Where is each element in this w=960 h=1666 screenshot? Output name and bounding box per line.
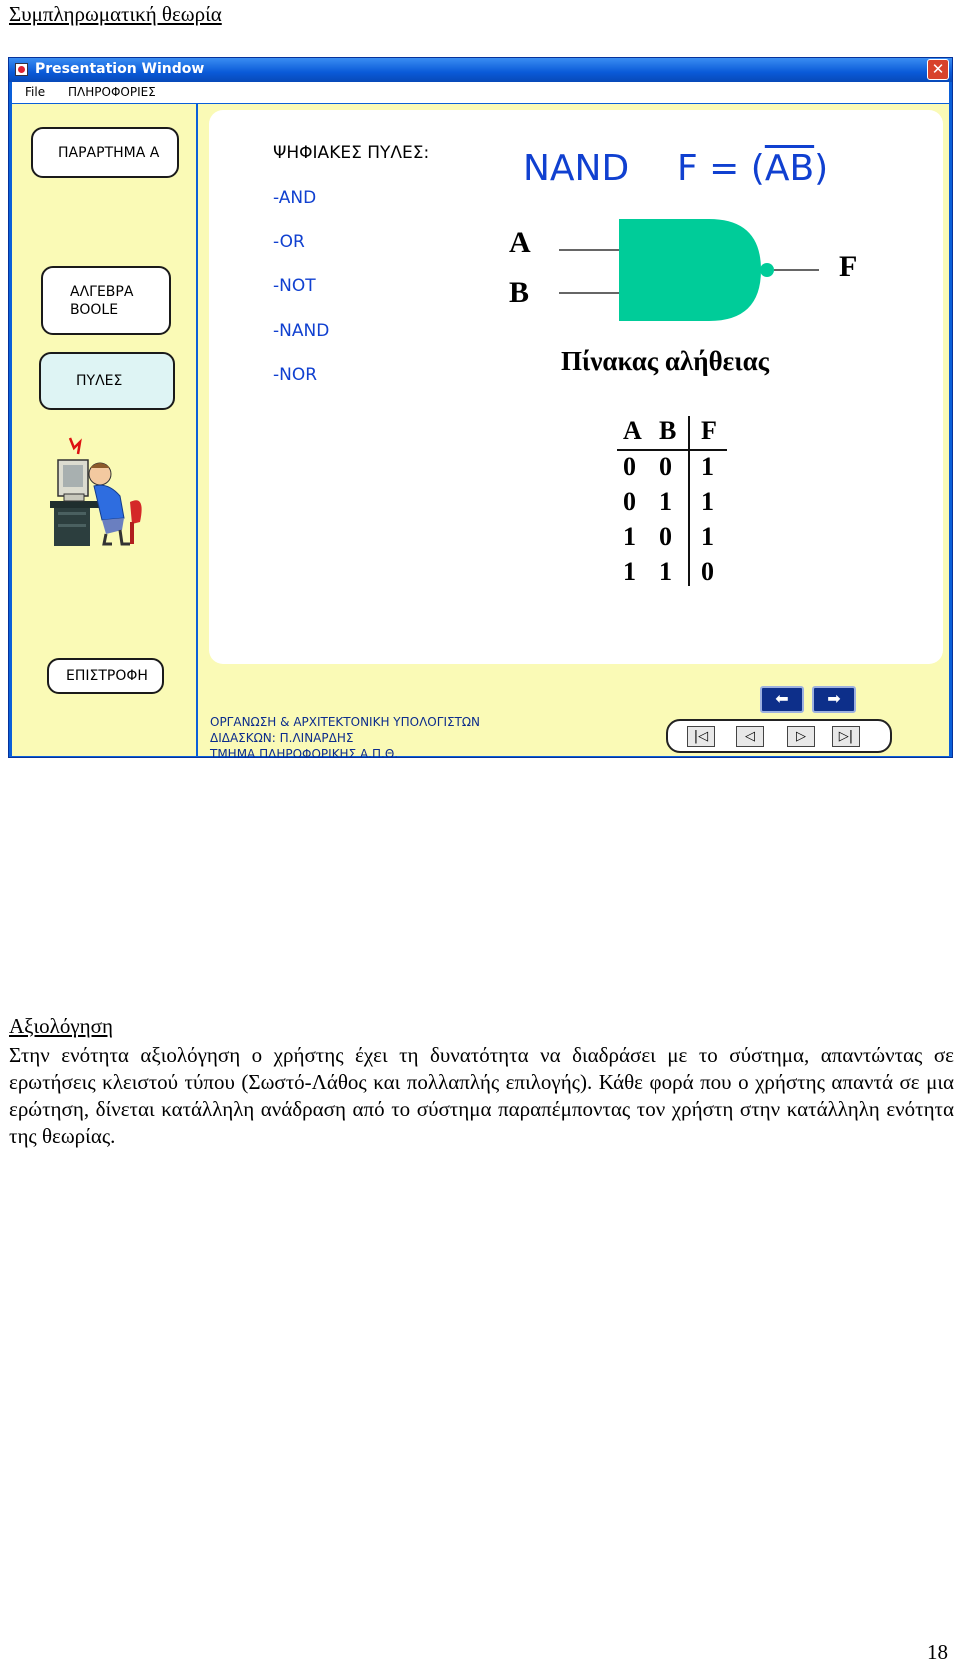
formula-suffix: )	[814, 148, 829, 189]
truth-cell: 1	[701, 522, 714, 551]
truth-cell: 0	[623, 487, 636, 516]
slide-controls	[666, 719, 892, 753]
gate-name: NAND	[523, 148, 630, 189]
slide-content	[209, 110, 943, 664]
section-title: Αξιολόγηση	[9, 1014, 113, 1038]
menu-bar	[12, 82, 949, 103]
gate-item-or[interactable]: -OR	[273, 232, 305, 252]
window-title: Presentation Window	[35, 61, 205, 77]
previous-slide-icon[interactable]: ◁	[736, 726, 764, 747]
window-client-area	[12, 104, 949, 761]
truth-cell: 1	[701, 452, 714, 481]
page-number: 18	[927, 1640, 948, 1664]
menu-file[interactable]: File	[25, 85, 46, 99]
last-slide-icon[interactable]: ▷|	[832, 726, 860, 747]
truth-header-b: B	[659, 416, 677, 445]
truth-cell: 1	[659, 557, 672, 586]
truth-cell: 0	[623, 452, 636, 481]
appendix-a-label: ΠΑΡΑΡΤΗΜΑ Α	[58, 144, 160, 161]
presentation-window	[8, 57, 953, 761]
footer-instructor: ΔΙΔΑΣΚΩΝ: Π.ΛΙΝΑΡΔΗΣ	[210, 731, 354, 745]
return-label: ΕΠΙΣΤΡΟΦΗ	[66, 668, 148, 684]
gate-item-not[interactable]: -NOT	[273, 276, 316, 296]
footer-course: ΟΡΓΑΝΩΣΗ & ΑΡΧΙΤΕΚΤΟΝΙΚΗ ΥΠΟΛΟΓΙΣΤΩΝ	[210, 715, 481, 729]
next-slide-arrow-icon[interactable]: ➡	[812, 686, 856, 713]
gates-button[interactable]	[39, 352, 175, 410]
menu-info[interactable]: ΠΛΗΡΟΦΟΡΙΕΣ	[68, 85, 156, 99]
body-paragraph: Στην ενότητα αξιολόγηση ο χρήστης έχει τη δυνατότητα να διαδράσει με το σύστημα, απαντώντας σε ερωτήσεις κλειστού τύπου (Σωστό-Λάθος και πολλαπλής επιλογής). Κάθε φορά που ο χρήστης απαντά σε μια ερώτηση, δίνεται κατάλληλη ανάδραση από το σύστημα παραπέμποντας τον χρήστη στην κατάλληλη ενότητα της θεωρίας.	[9, 1043, 954, 1148]
first-slide-icon[interactable]: |◁	[687, 726, 715, 747]
page-heading: Συμπληρωματική θεωρία	[9, 2, 222, 26]
gate-item-nand[interactable]: -NAND	[273, 321, 330, 341]
formula-prefix: F = (	[677, 148, 765, 189]
gate-item-nor[interactable]: -NOR	[273, 365, 318, 385]
course-footer	[210, 714, 480, 762]
truth-table-title: Πίνακας αλήθειας	[561, 346, 770, 376]
app-icon	[15, 63, 28, 76]
window-titlebar[interactable]	[9, 58, 952, 82]
formula-overbar: $\overline{AB}$	[764, 148, 815, 189]
truth-cell: 0	[659, 522, 672, 551]
output-f-label: F	[839, 250, 858, 283]
truth-header-a: A	[623, 416, 642, 445]
truth-cell: 1	[623, 557, 636, 586]
computer-user-clipart	[50, 434, 150, 549]
boolean-algebra-button[interactable]	[41, 266, 171, 335]
truth-cell: 1	[623, 522, 636, 551]
truth-cell: 0	[701, 557, 714, 586]
slide-title: ΨΗΦΙΑΚΕΣ ΠΥΛΕΣ:	[273, 143, 430, 163]
boolean-algebra-label: ΑΛΓΕΒΡΑ BOOLE	[70, 283, 134, 318]
sidebar	[12, 104, 198, 756]
prev-slide-arrow-icon[interactable]: ⬅	[760, 686, 804, 713]
gates-label: ΠΥΛΕΣ	[76, 373, 123, 389]
appendix-a-button[interactable]	[31, 127, 179, 178]
truth-table	[617, 416, 727, 586]
truth-header-f: F	[701, 416, 717, 445]
close-button[interactable]: ✕	[927, 59, 949, 80]
truth-cell: 1	[701, 487, 714, 516]
input-a-label: A	[509, 226, 531, 259]
input-b-label: B	[509, 276, 530, 309]
gate-formula	[677, 148, 828, 189]
next-slide-icon[interactable]: ▷	[787, 726, 815, 747]
truth-cell: 1	[659, 487, 672, 516]
truth-cell: 0	[659, 452, 672, 481]
return-button[interactable]	[47, 658, 164, 694]
gate-item-and[interactable]: -AND	[273, 188, 317, 208]
footer-department: ΤΜΗΜΑ ΠΛΗΡΟΦΟΡΙΚΗΣ Α.Π.Θ.	[210, 747, 399, 761]
